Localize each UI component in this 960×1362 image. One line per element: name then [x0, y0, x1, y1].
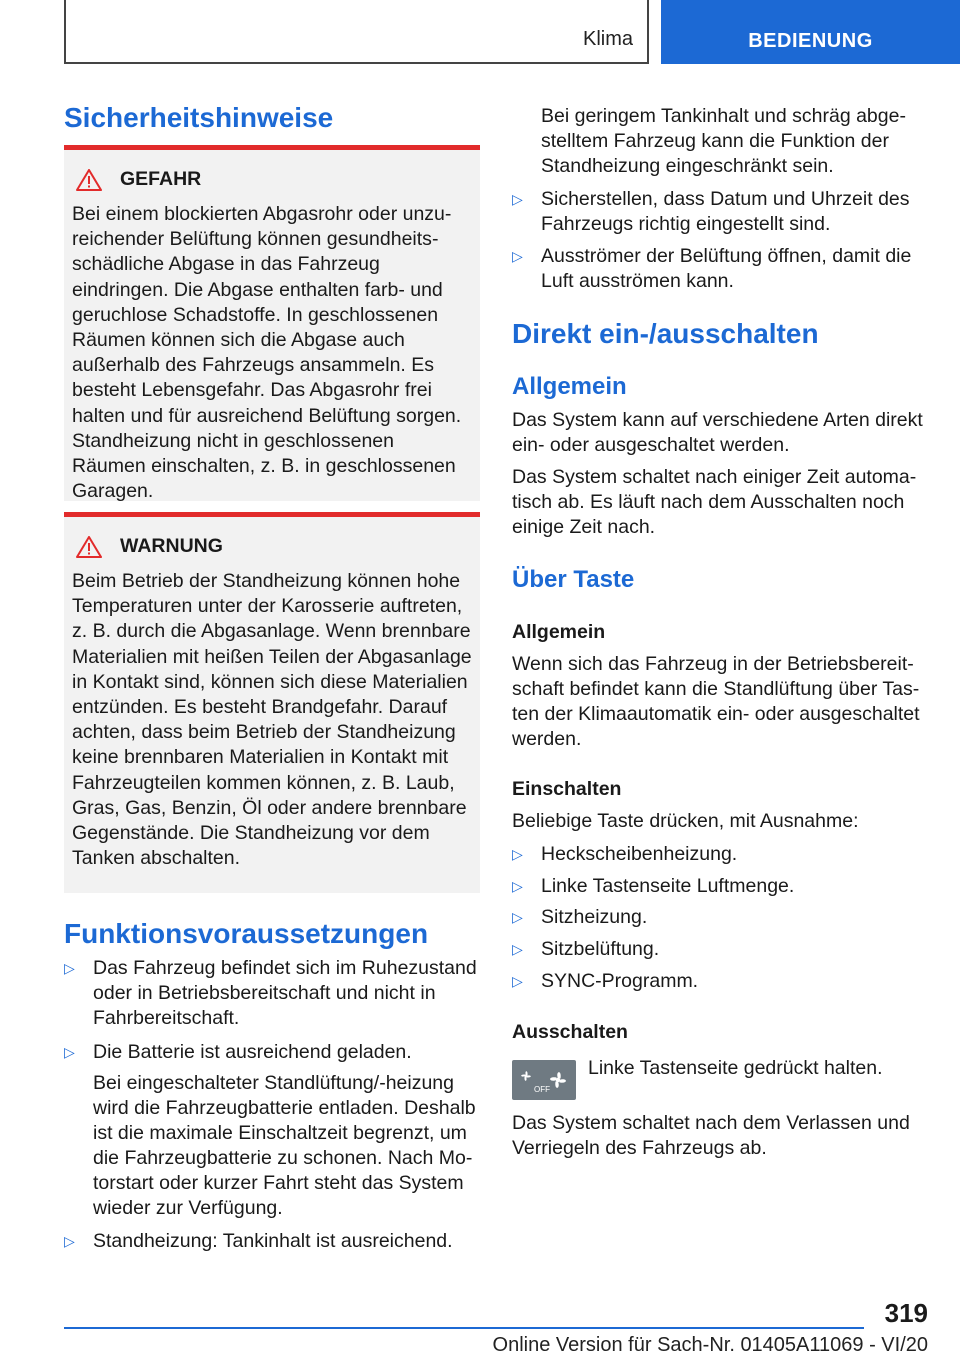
- heading-general: Allgemein: [512, 621, 606, 643]
- danger-text: Bei einem blockierten Abgasrohr oder unzureichender Belüftung können gesundheitsschädliche Abgase in das Fahrzeug eindringen. Die Abgase enthalten farb- und geruchlose Schadstoffe. In geschlossenen Räumen können sich die Abgase auch außerhalb des Fahrzeugs ansammeln. Es besteht Lebensgefahr. Das Abgasrohr frei halten und für ausreichend Belüftung sorgen. Standheizung nicht in geschlossenen Räumen einschalten, z. B. in geschlossenen Garagen.: [72, 203, 462, 503]
- bullet-triangle-icon: ▷: [512, 941, 523, 957]
- battery-note: Bei eingeschalteter Standlüftung/-heizung wird die Fahrzeugbatterie entladen. Deshalb ist die maximale Einschaltzeit begrenzt, um die Fahrzeugbatterie zu schonen. Nach Motorstart oder kurzer Fahrt steht das System wieder zur Verfügung.: [93, 1072, 476, 1219]
- section-title-safety: Sicherheitshinweise: [64, 102, 334, 133]
- list-item: ▷ Linke Tastenseite Luftmenge.: [512, 874, 928, 900]
- header-section: Klima: [582, 28, 633, 50]
- general-button-text: Wenn sich das Fahrzeug in der Betriebsbereitschaft befindet kann die Standlüftung über Tasten der Klimaautomatik ein- oder ausgeschaltet werden.: [512, 653, 920, 750]
- bullet-triangle-icon: ▷: [64, 960, 75, 976]
- footer-divider: [64, 1327, 864, 1329]
- warning-triangle-icon: [76, 169, 102, 191]
- page-number: 319: [884, 1298, 928, 1328]
- warning-header: [76, 535, 223, 558]
- danger-label: GEFAHR: [120, 168, 202, 190]
- bullet-triangle-icon: ▷: [512, 878, 523, 894]
- subsection-title-button: Über Taste: [512, 566, 635, 593]
- bullet-triangle-icon: ▷: [512, 191, 523, 207]
- header-left-frame: [64, 0, 649, 64]
- bullet-triangle-icon: ▷: [512, 248, 523, 264]
- heading-switch-off: Ausschalten: [512, 1021, 628, 1043]
- switch-on-text: Beliebige Taste drücken, mit Ausnahme:: [512, 810, 859, 832]
- danger-header: [76, 168, 201, 191]
- warning-label: WARNUNG: [120, 535, 223, 557]
- heading-switch-on: Einschalten: [512, 778, 622, 800]
- list-item: ▷ Das Fahrzeug befindet sich im Ruhezustand oder in Betriebsbereitschaft und nicht in Fahrbereitschaft.: [64, 957, 477, 1030]
- list-item: ▷ Sicherstellen, dass Datum und Uhrzeit des Fahrzeugs richtig eingestellt sind.: [512, 188, 910, 236]
- bullet-triangle-icon: ▷: [64, 1233, 75, 1249]
- list-item: ▷ Standheizung: Tankinhalt ist ausreichend.: [64, 1229, 480, 1255]
- list-item: ▷ Heckscheibenheizung.: [512, 842, 928, 868]
- list-item: ▷ Sitzbelüftung.: [512, 937, 928, 963]
- section-title-prerequisites: Funktionsvoraussetzungen: [64, 918, 429, 949]
- switch-off-text: Linke Tastenseite gedrückt halten.: [588, 1057, 883, 1079]
- warning-box: [64, 512, 480, 893]
- subsection-title-general: Allgemein: [512, 373, 627, 400]
- bullet-triangle-icon: ▷: [64, 1044, 75, 1060]
- bullet-triangle-icon: ▷: [512, 909, 523, 925]
- list-item: ▷ SYNC-Programm.: [512, 969, 928, 995]
- danger-box: [64, 145, 480, 501]
- bullet-triangle-icon: ▷: [512, 973, 523, 989]
- list-item: ▷ Sitzheizung.: [512, 905, 928, 931]
- tank-note: Bei geringem Tankinhalt und schräg abgestelltem Fahrzeug kann die Funktion der Standheizung eingeschränkt sein.: [541, 105, 906, 177]
- fan-off-button-icon: [512, 1060, 576, 1100]
- list-item: ▷ Ausströmer der Belüftung öffnen, damit die Luft ausströmen kann.: [512, 245, 912, 293]
- footer-version: Online Version für Sach-Nr. 01405A11069 - VI/20: [492, 1334, 928, 1356]
- general-paragraph-2: Das System schaltet nach einiger Zeit automatisch ab. Es läuft nach dem Ausschalten noch einige Zeit nach.: [512, 466, 917, 538]
- header-chapter-tab[interactable]: BEDIENUNG: [661, 0, 960, 64]
- fan-off-label: OFF: [534, 1085, 550, 1094]
- switch-off-after-text: Das System schaltet nach dem Verlassen und Verriegeln des Fahrzeugs ab.: [512, 1112, 910, 1159]
- bullet-triangle-icon: ▷: [512, 846, 523, 862]
- general-paragraph-1: Das System kann auf verschiedene Arten direkt ein- oder ausgeschaltet werden.: [512, 409, 923, 456]
- warning-text: Beim Betrieb der Standheizung können hohe Temperaturen unter der Karosserie auftreten, z. B. durch die Abgasanlage. Wenn brennbare Materialien mit heißen Teilen der Abgasanlage in Kontakt sind, können sich diese Materialien entzünden. Es besteht Brandgefahr. Darauf achten, dass beim Betrieb der Standheizung keine brennbaren Materialien in Kontakt mit Fahrzeugteilen kommen können, z. B. Laub, Gras, Gas, Benzin, Öl oder andere brennbare Gegenstände. Die Standheizung vor dem Tanken abschalten.: [72, 570, 472, 870]
- warning-triangle-icon: [76, 536, 102, 558]
- section-title-direct: Direkt ein-/ausschalten: [512, 318, 819, 349]
- list-item: ▷ Die Batterie ist ausreichend geladen.: [64, 1040, 480, 1066]
